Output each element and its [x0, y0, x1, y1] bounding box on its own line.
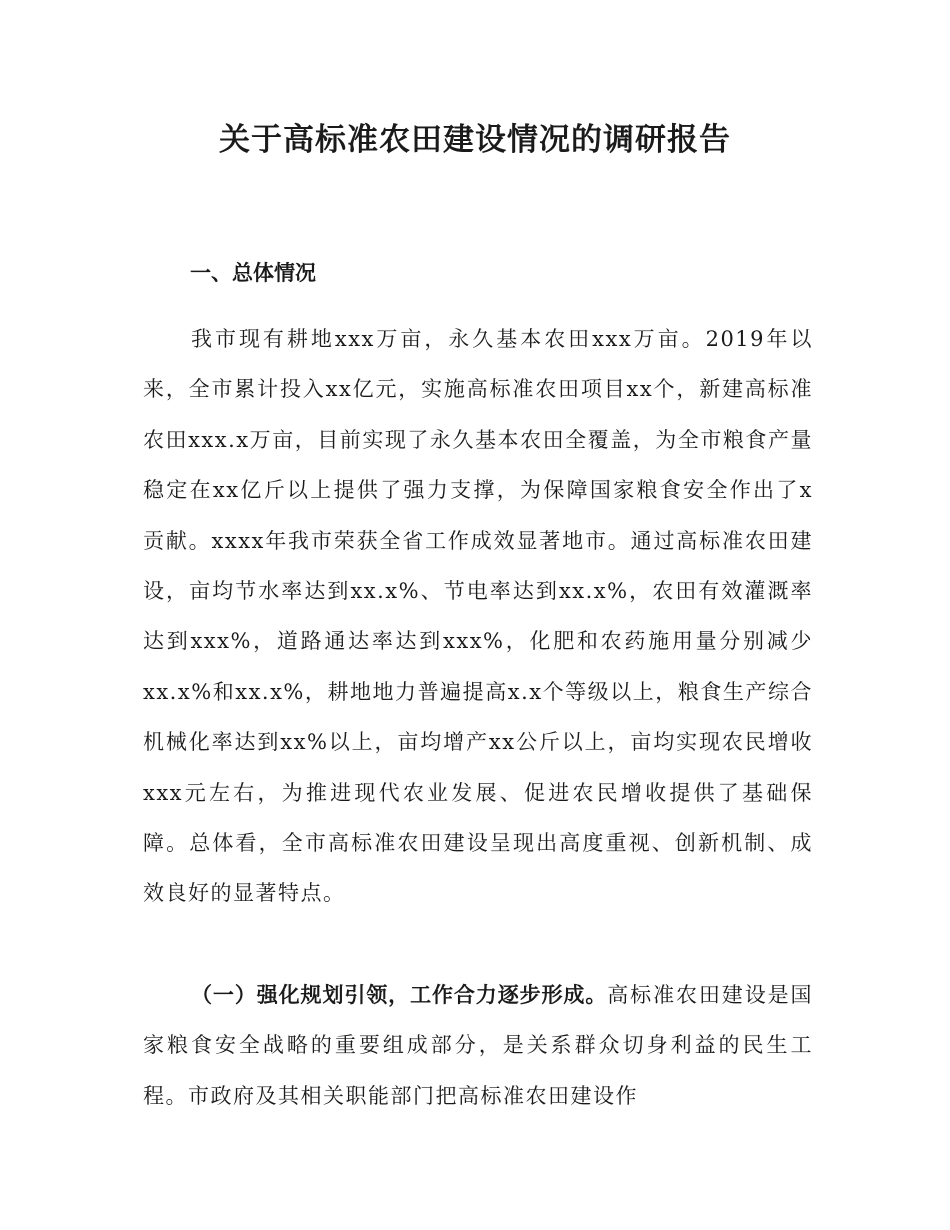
section-heading-overview: 一、总体情况 [190, 261, 316, 285]
paragraph-planning-text: 高标准农田建设是国家粮食安全战略的重要组成部分，是关系群众切身利益的民生工程。市政府及其相关职能部门把高标准农田建设作 [143, 983, 814, 1108]
document-title: 关于高标准农田建设情况的调研报告 [219, 122, 731, 158]
paragraph-planning [143, 970, 813, 1121]
subsection-heading-planning: （一）强化规划引领，工作合力逐步形成。 [191, 983, 608, 1007]
paragraph-overview: 我市现有耕地xxx万亩，永久基本农田xxx万亩。2019年以来，全市累计投入xx亿元，实施高标准农田项目xx个，新建高标准农田xxx.x万亩，目前实现了永久基本农田全覆盖，为全市粮食产量稳定在xx亿斤以上提供了强力支撑，为保障国家粮食安全作出了x贡献。xxxx年我市荣获全省工作成效显著地市。通过高标准农田建设，亩均节水率达到xx.x%、节电率达到xx.x%，农田有效灌溉率达到xxx%，道路通达率达到xxx%，化肥和农药施用量分别减少xx.x%和xx.x%，耕地地力普遍提高x.x个等级以上，粮食生产综合机械化率达到xx%以上，亩均增产xx公斤以上，亩均实现农民增收xxx元左右，为推进现代农业发展、促进农民增收提供了基础保障。总体看，全市高标准农田建设呈现出高度重视、创新机制、成效良好的显著特点。 [143, 327, 813, 906]
